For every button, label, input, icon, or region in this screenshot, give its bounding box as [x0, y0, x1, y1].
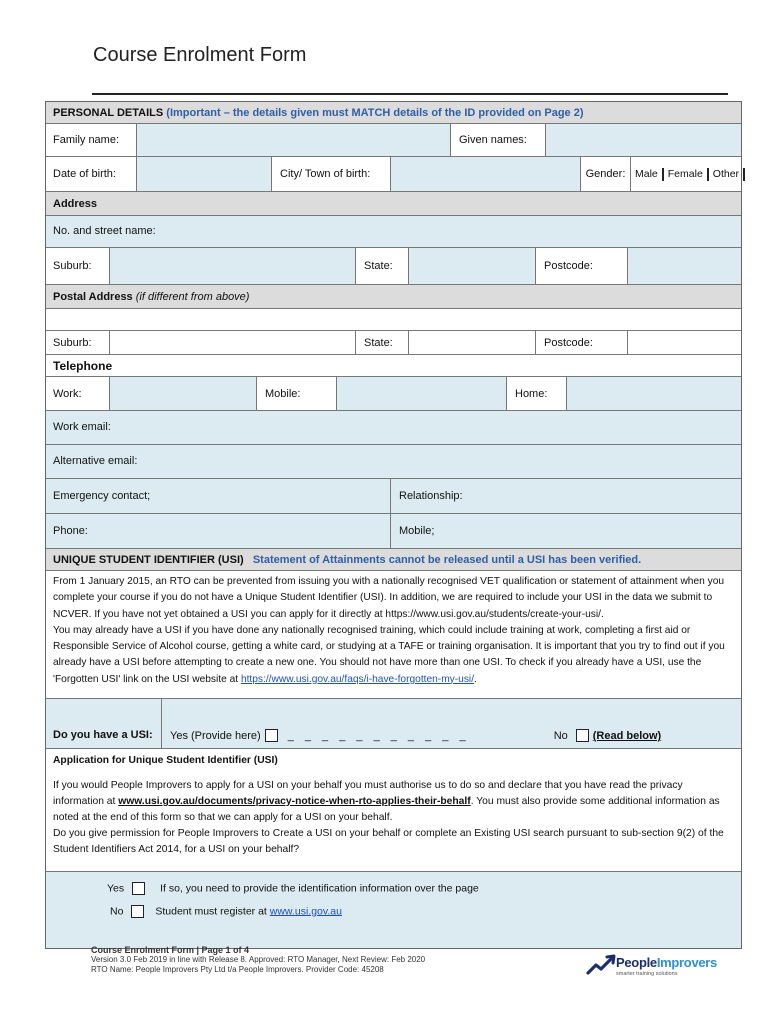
form-frame — [45, 101, 742, 949]
personal-heading: PERSONAL DETAILS — [53, 107, 164, 119]
state-label: State: — [355, 248, 408, 284]
postal-state-label: State: — [355, 331, 408, 354]
logo-text-improvers: Improvers — [656, 955, 717, 970]
usi-yes-label: Yes (Provide here) — [170, 730, 261, 742]
postal-suburb-label: Suburb: — [53, 336, 92, 349]
postal-heading: Postal Address — [53, 291, 133, 303]
usi-website-link[interactable]: www.usi.gov.au — [269, 905, 342, 918]
suburb-label: Suburb: — [53, 260, 92, 272]
given-names-label: Given names: — [450, 124, 545, 156]
usi-paragraph-1: From 1 January 2015, an RTO can be prevented from issuing you with a nationally recognised VET qualification or statement of attainment when you complete your course if you do not have a Unique Student Identifier (USI). In addition, we are required to include your USI in the data we submit to NCVER. If you have not yet obtained a USI you can apply for it directly at https://www.usi.gov.au/students/create-your-usi/. — [53, 576, 725, 620]
home-phone-label: Home: — [506, 377, 566, 410]
usi-heading: UNIQUE STUDENT IDENTIFIER (USI) — [53, 554, 244, 566]
usi-no-label: No — [553, 730, 568, 742]
relationship-label[interactable]: Relationship: — [390, 479, 742, 513]
postal-note: (if different from above) — [135, 291, 250, 303]
emergency-contact-label[interactable]: Emergency contact; — [53, 490, 151, 502]
personal-note: (Important – the details given must MATCH details of the ID provided on Page 2) — [166, 107, 584, 119]
usi-paragraph-2: You may already have a USI if you have done any nationally recognised training, which could include training at work, completing a first aid or Responsible Service of Alcohol course, getting a white card, or studying at a TAFE or training organisation. It is important that you try to find out if you already have a USI before attempting to create a new one. You should not have more than one USI. To check if you already have a USI, use the 'Forgotten USI' link on the USI website at — [53, 624, 725, 685]
postcode-label: Postcode: — [535, 248, 627, 284]
alt-email-label: Alternative email: — [53, 455, 138, 467]
usi-entry-field[interactable]: _ _ _ _ _ _ _ _ _ _ _ — [287, 730, 470, 742]
dob-label: Date of birth: — [53, 168, 116, 180]
privacy-notice-link[interactable]: www.usi.gov.au/documents/privacy-notice-when-rto-applies-their-behalf — [118, 796, 471, 807]
application-paragraph-1b: . You must also provide some additional information as noted at the end of this form so that we can apply for a USI on your behalf. — [53, 796, 720, 823]
usi-info: From 1 January 2015, an RTO can be prevented from issuing you with a nationally recognised VET qualification or statement of attainment when you complete your course if you do not have a Unique Student Identifier (USI). In addition, we are required to include your USI in the data we submit to NCVER. If you have not yet obtained a USI you can apply for it directly at https://www.usi.gov.au/students/create-your-usi/. You may already have a USI if you have done any nationally recognised training, which could include training at work, completing a first aid or Responsible Service of Alcohol course, getting a white card, or studying at a TAFE or training organisation. It is important that you try to find out if you already have a USI before attempting to create a new one. You should not have more than one USI. To check if you already have a USI, use the 'Forgotten USI' link on the USI website at https://www.usi.gov.au/faqs/i-have-forgotten-my-usi/. — [45, 570, 742, 698]
work-phone-label: Work: — [53, 387, 82, 400]
page-title: Course Enrolment Form — [93, 44, 307, 66]
logo-text-people: People — [616, 955, 657, 970]
gender-other-label: Other — [712, 168, 740, 180]
emergency-mobile-label[interactable]: Mobile; — [390, 514, 742, 548]
logo-tagline: smarter training solutions — [616, 971, 678, 977]
footer-line-2: Version 3.0 Feb 2019 in line with Release 8. Approved: RTO Manager, Next Review: Feb 2020 — [91, 955, 426, 964]
page-footer — [91, 945, 425, 975]
city-label: City/ Town of birth: — [271, 157, 391, 191]
address-heading: Address — [53, 198, 98, 210]
logo-mark-icon — [586, 953, 620, 977]
telephone-heading: Telephone — [53, 359, 113, 373]
read-below-link: (Read below) — [592, 730, 662, 742]
permission-no-text: Student must register at — [155, 905, 267, 918]
usi-note: Statement of Attainments cannot be released until a USI has been verified. — [252, 554, 642, 566]
gender-other-checkbox[interactable] — [743, 168, 745, 181]
work-email-label: Work email: — [53, 421, 111, 433]
family-name-label: Family name: — [53, 134, 120, 146]
gender-male-label: Male — [635, 168, 658, 180]
permission-yes-text: If so, you need to provide the identification information over the page — [160, 882, 479, 895]
application-heading: Application for Unique Student Identifier (USI) — [53, 755, 278, 766]
emergency-phone-label[interactable]: Phone: — [53, 525, 88, 537]
forgotten-usi-link[interactable]: https://www.usi.gov.au/faqs/i-have-forgotten-my-usi/ — [240, 673, 475, 685]
gender-female-label: Female — [667, 168, 703, 180]
have-usi-label: Do you have a USI: — [53, 729, 153, 741]
mobile-label: Mobile: — [256, 377, 336, 410]
street-label: No. and street name: — [53, 225, 156, 237]
postal-postcode-label: Postcode: — [535, 331, 627, 354]
gender-label: Gender: — [580, 157, 630, 191]
application-paragraph-2: Do you give permission for People Improvers to Create a USI on your behalf or complete an Existing USI search pursuant to sub-section 9(2) of the Student Identifiers Act 2014, for a USI on your behalf? — [53, 828, 724, 855]
permission-yes-label: Yes — [107, 882, 125, 895]
permission-no-label: No — [110, 905, 124, 918]
application-paragraph-1a: If you would People Improvers to apply for a USI on your behalf you must authorise us to do so and declare that you have read the privacy information at — [53, 780, 683, 807]
footer-line-1: Course Enrolment Form | Page 1 of 4 — [91, 945, 250, 955]
title-rule — [92, 93, 728, 95]
footer-line-3: RTO Name: People Improvers Pty Ltd t/a People Improvers. Provider Code: 45208 — [91, 965, 384, 974]
